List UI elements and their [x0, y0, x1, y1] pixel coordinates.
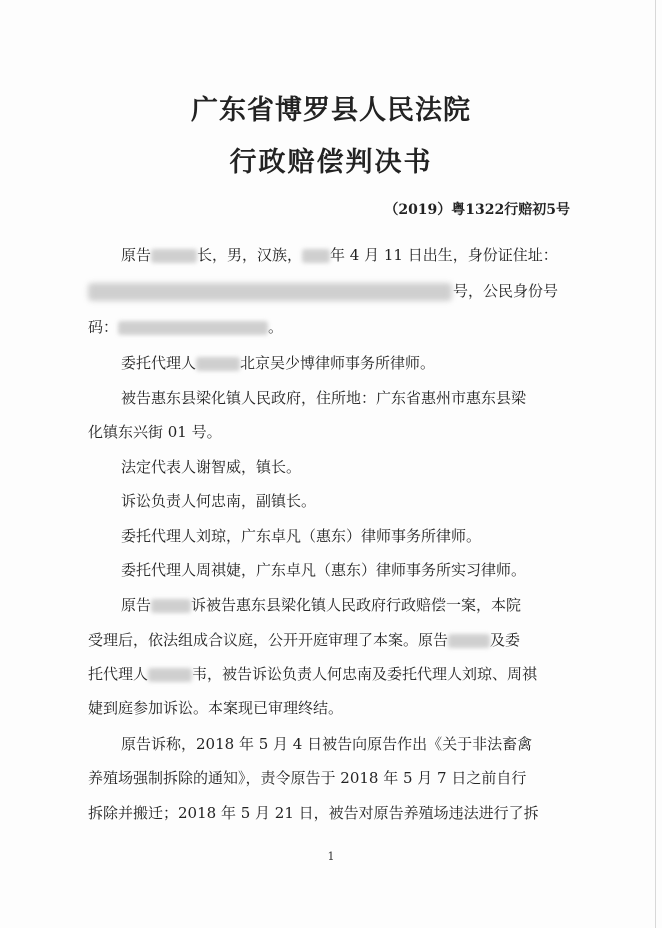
paragraph-line-agent-3: 委托代理人周祺婕，广东卓凡（惠东）律师事务所实习律师。: [121, 561, 527, 579]
paragraph-line-defendant-1: 被告惠东县梁化镇人民政府，住所地：广东省惠州市惠东县梁: [121, 389, 527, 407]
paragraph-line-plaintiff-2: 号，公民身份号: [453, 282, 559, 300]
redaction: [196, 357, 240, 371]
paragraph-line-plaintiff-1: 原告 长，男，汉族， 年 4 月 11 日出生，身份证住址：: [121, 246, 558, 264]
paragraph-line-agent-2: 委托代理人刘琼，广东卓凡（惠东）律师事务所律师。: [121, 527, 482, 545]
case-number: （2019）粤1322行赔初5号: [384, 202, 570, 218]
paragraph-line-claim-1: 原告诉称，2018 年 5 月 4 日被告向原告作出《关于非法畜禽: [121, 735, 533, 753]
paragraph-line-claim-2: 养殖场强制拆除的通知》，责令原告于 2018 年 5 月 7 日之前自行: [88, 769, 527, 787]
paragraph-line-case-3: 托代理人 韦，被告诉讼负责人何忠南及委托代理人刘琼、周祺: [88, 665, 538, 683]
paragraph-line-case-2: 受理后，依法组成合议庭，公开开庭审理了本案。原告 及委: [88, 631, 521, 649]
redaction: [302, 249, 330, 263]
paragraph-line-defendant-2: 化镇东兴街 01 号。: [88, 423, 222, 441]
redaction: [151, 599, 191, 613]
paragraph-line-legal-rep: 法定代表人谢智威，镇长。: [121, 458, 302, 476]
paragraph-line-litigation-head: 诉讼负责人何忠南，副镇长。: [121, 492, 317, 510]
paragraph-line-case-4: 婕到庭参加诉讼。本案现已审理终结。: [88, 699, 344, 717]
document-type-title: 行政赔偿判决书: [229, 147, 433, 178]
paragraph-line-plaintiff-3: 码： 。: [88, 318, 284, 336]
redaction: [448, 634, 490, 648]
page-number: 1: [327, 850, 335, 863]
paragraph-line-claim-3: 拆除并搬迁；2018 年 5 月 21 日，被告对原告养殖场违法进行了拆: [88, 804, 539, 822]
court-title: 广东省博罗县人民法院: [191, 95, 471, 126]
redaction-address: [88, 283, 452, 301]
redaction: [148, 668, 192, 682]
redaction: [151, 249, 197, 263]
redaction-id-number: [118, 321, 268, 335]
paragraph-line-agent-1: 委托代理人 北京吴少博律师事务所律师。: [121, 354, 436, 372]
paragraph-line-case-1: 原告 诉被告惠东县梁化镇人民政府行政赔偿一案，本院: [121, 596, 522, 614]
